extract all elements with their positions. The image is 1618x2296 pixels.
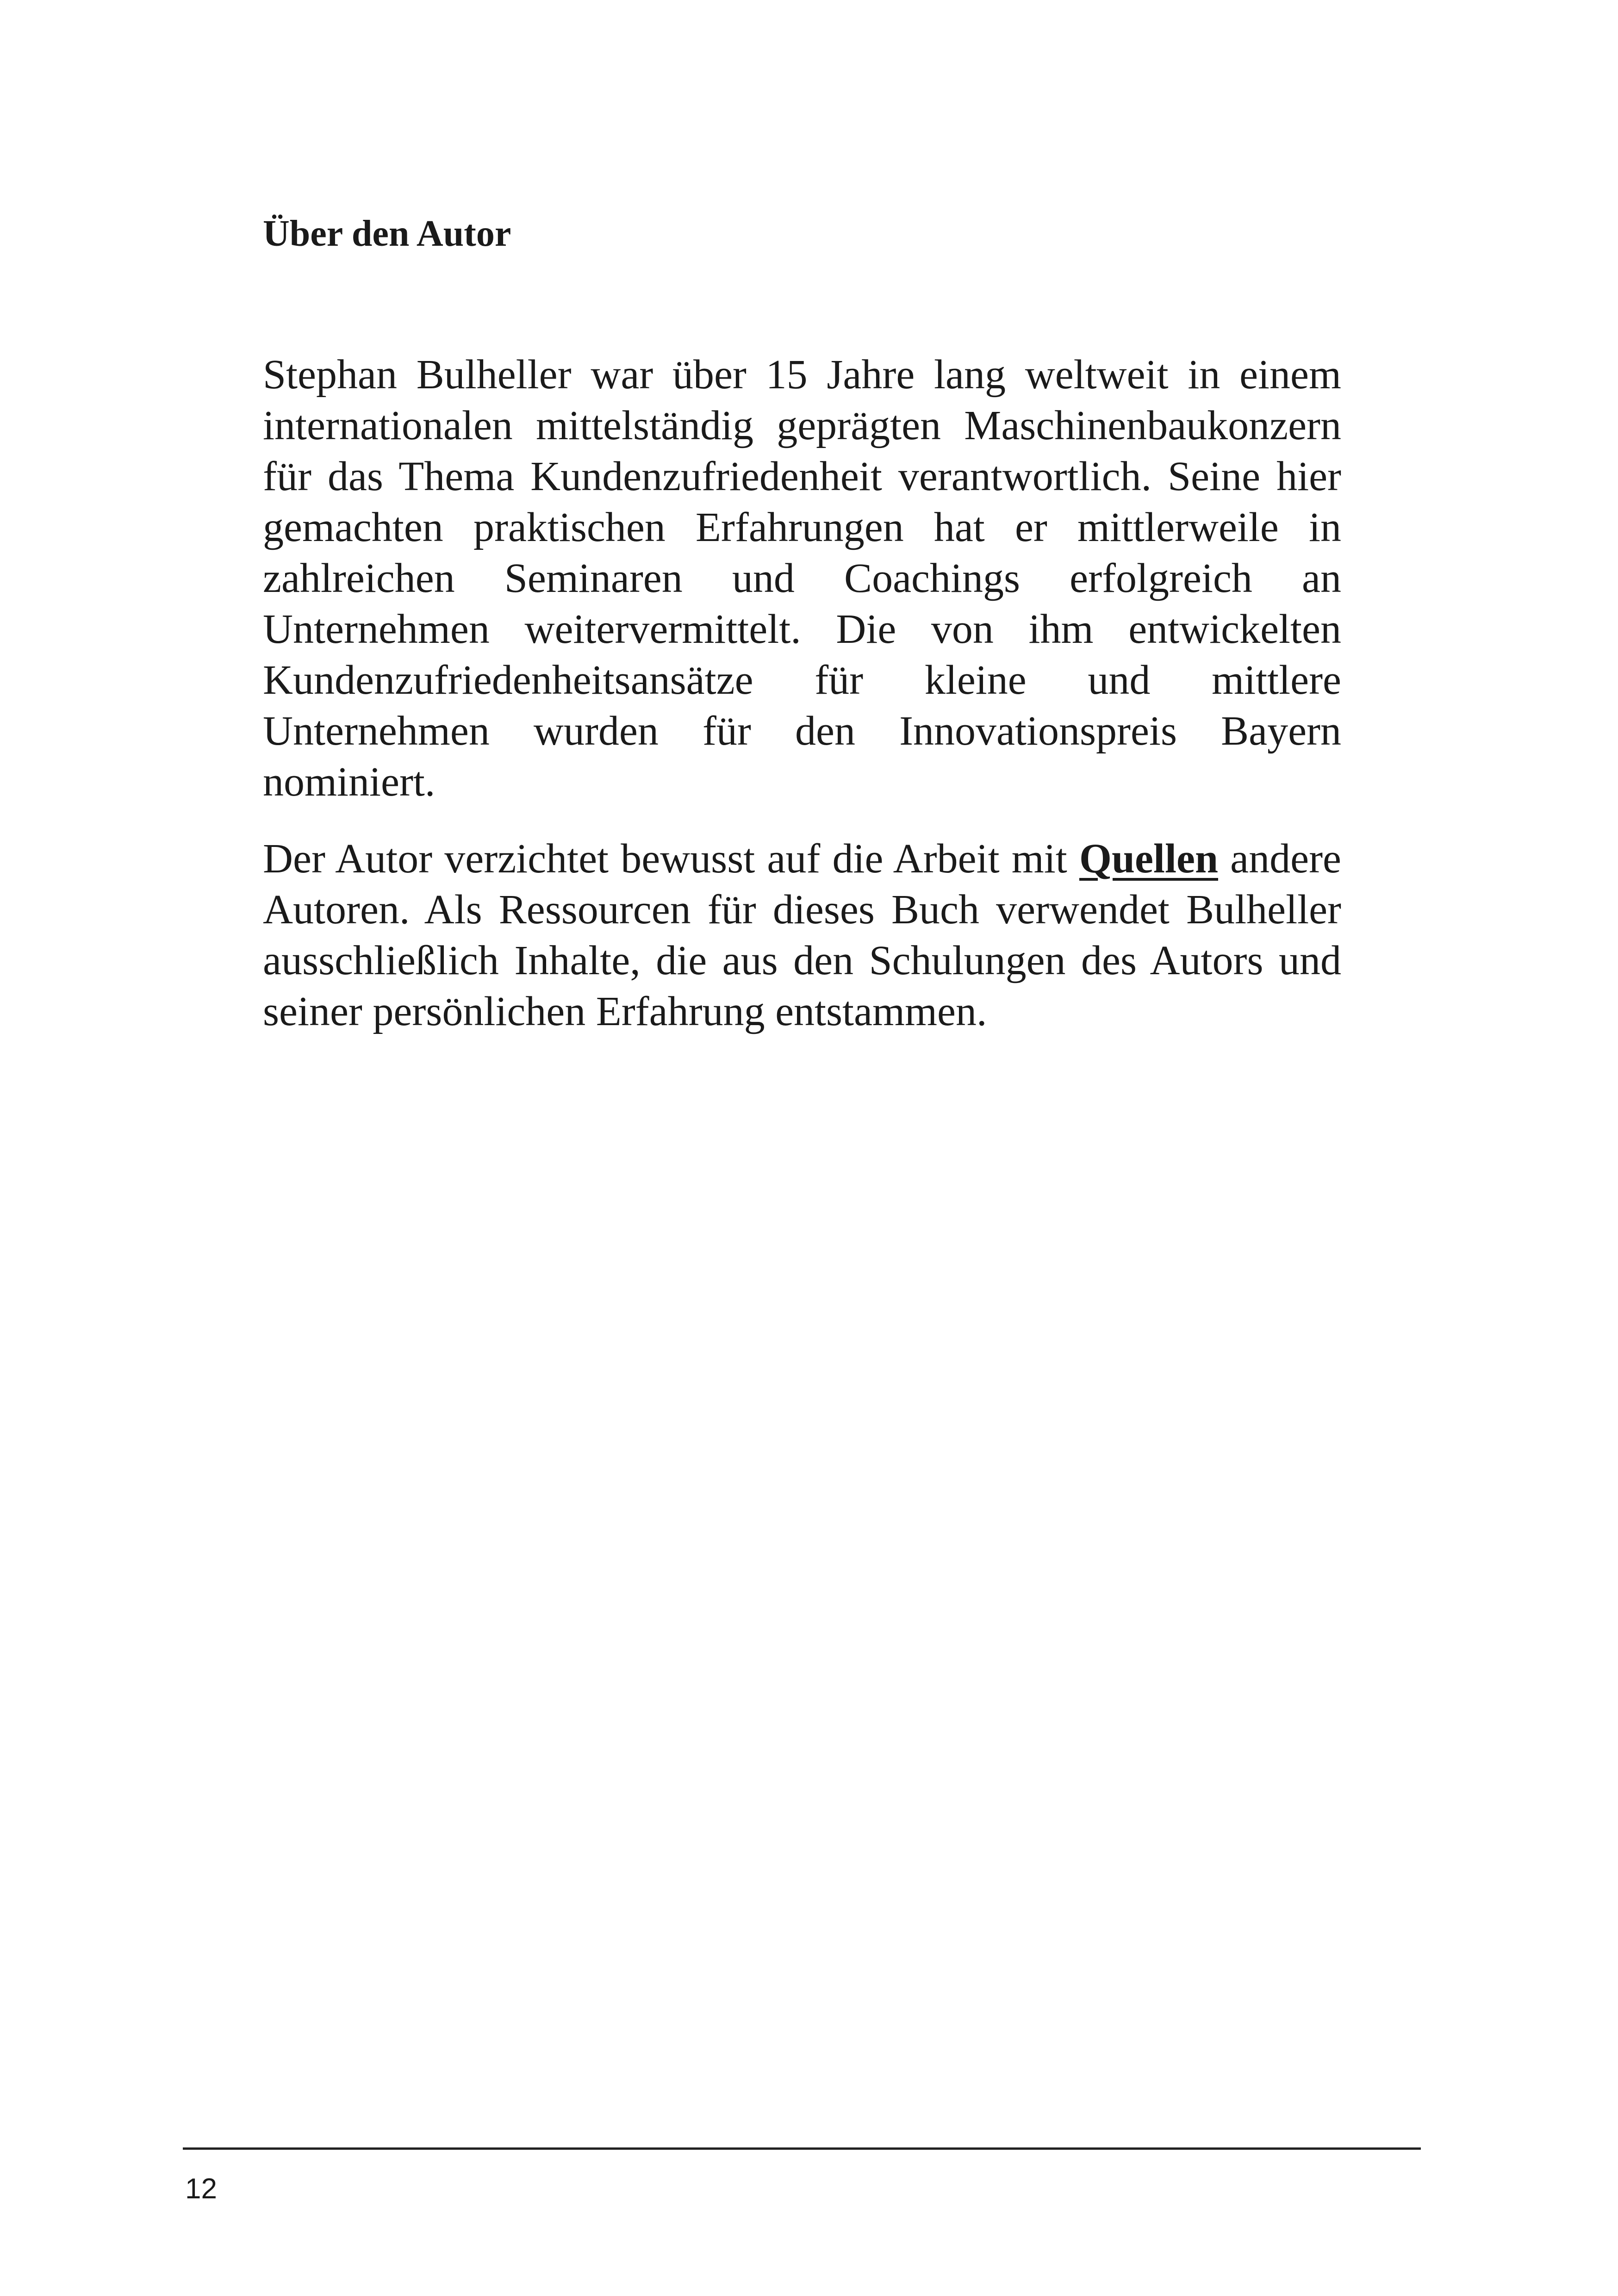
keyword-quellen: Quellen — [1079, 836, 1218, 882]
sources-paragraph — [263, 834, 1341, 1037]
sources-paragraph-start: Der Autor verzichtet bewusst auf die Arbeit mit — [263, 836, 1079, 882]
sources-paragraph-end: andere Autoren. Als Ressourcen für dieses Buch verwendet Bulheller ausschließlich Inhalte, die aus den Schulungen des Autors und seiner persönlichen Erfahrung entstammen. — [263, 836, 1341, 1034]
page-number: 12 — [185, 2173, 217, 2205]
author-bio-paragraph: Stephan Bulheller war über 15 Jahre lang weltweit in einem internationalen mittelständig geprägten Maschinenbaukonzern für das Thema Kundenzufriedenheit verantwortlich. Seine hier gemachten praktischen Erfahrungen hat er mittlerweile in zahlreichen Seminaren und Coachings erfolgreich an Unternehmen weitervermittelt. Die von ihm entwickelten Kundenzufriedenheitsansätze für kleine und mittlere Unternehmen wurden für den Innovationspreis Bayern nominiert. — [263, 352, 1341, 805]
section-heading: Über den Autor — [263, 213, 511, 254]
footer-divider — [183, 2147, 1421, 2150]
body-text — [263, 349, 1341, 1063]
